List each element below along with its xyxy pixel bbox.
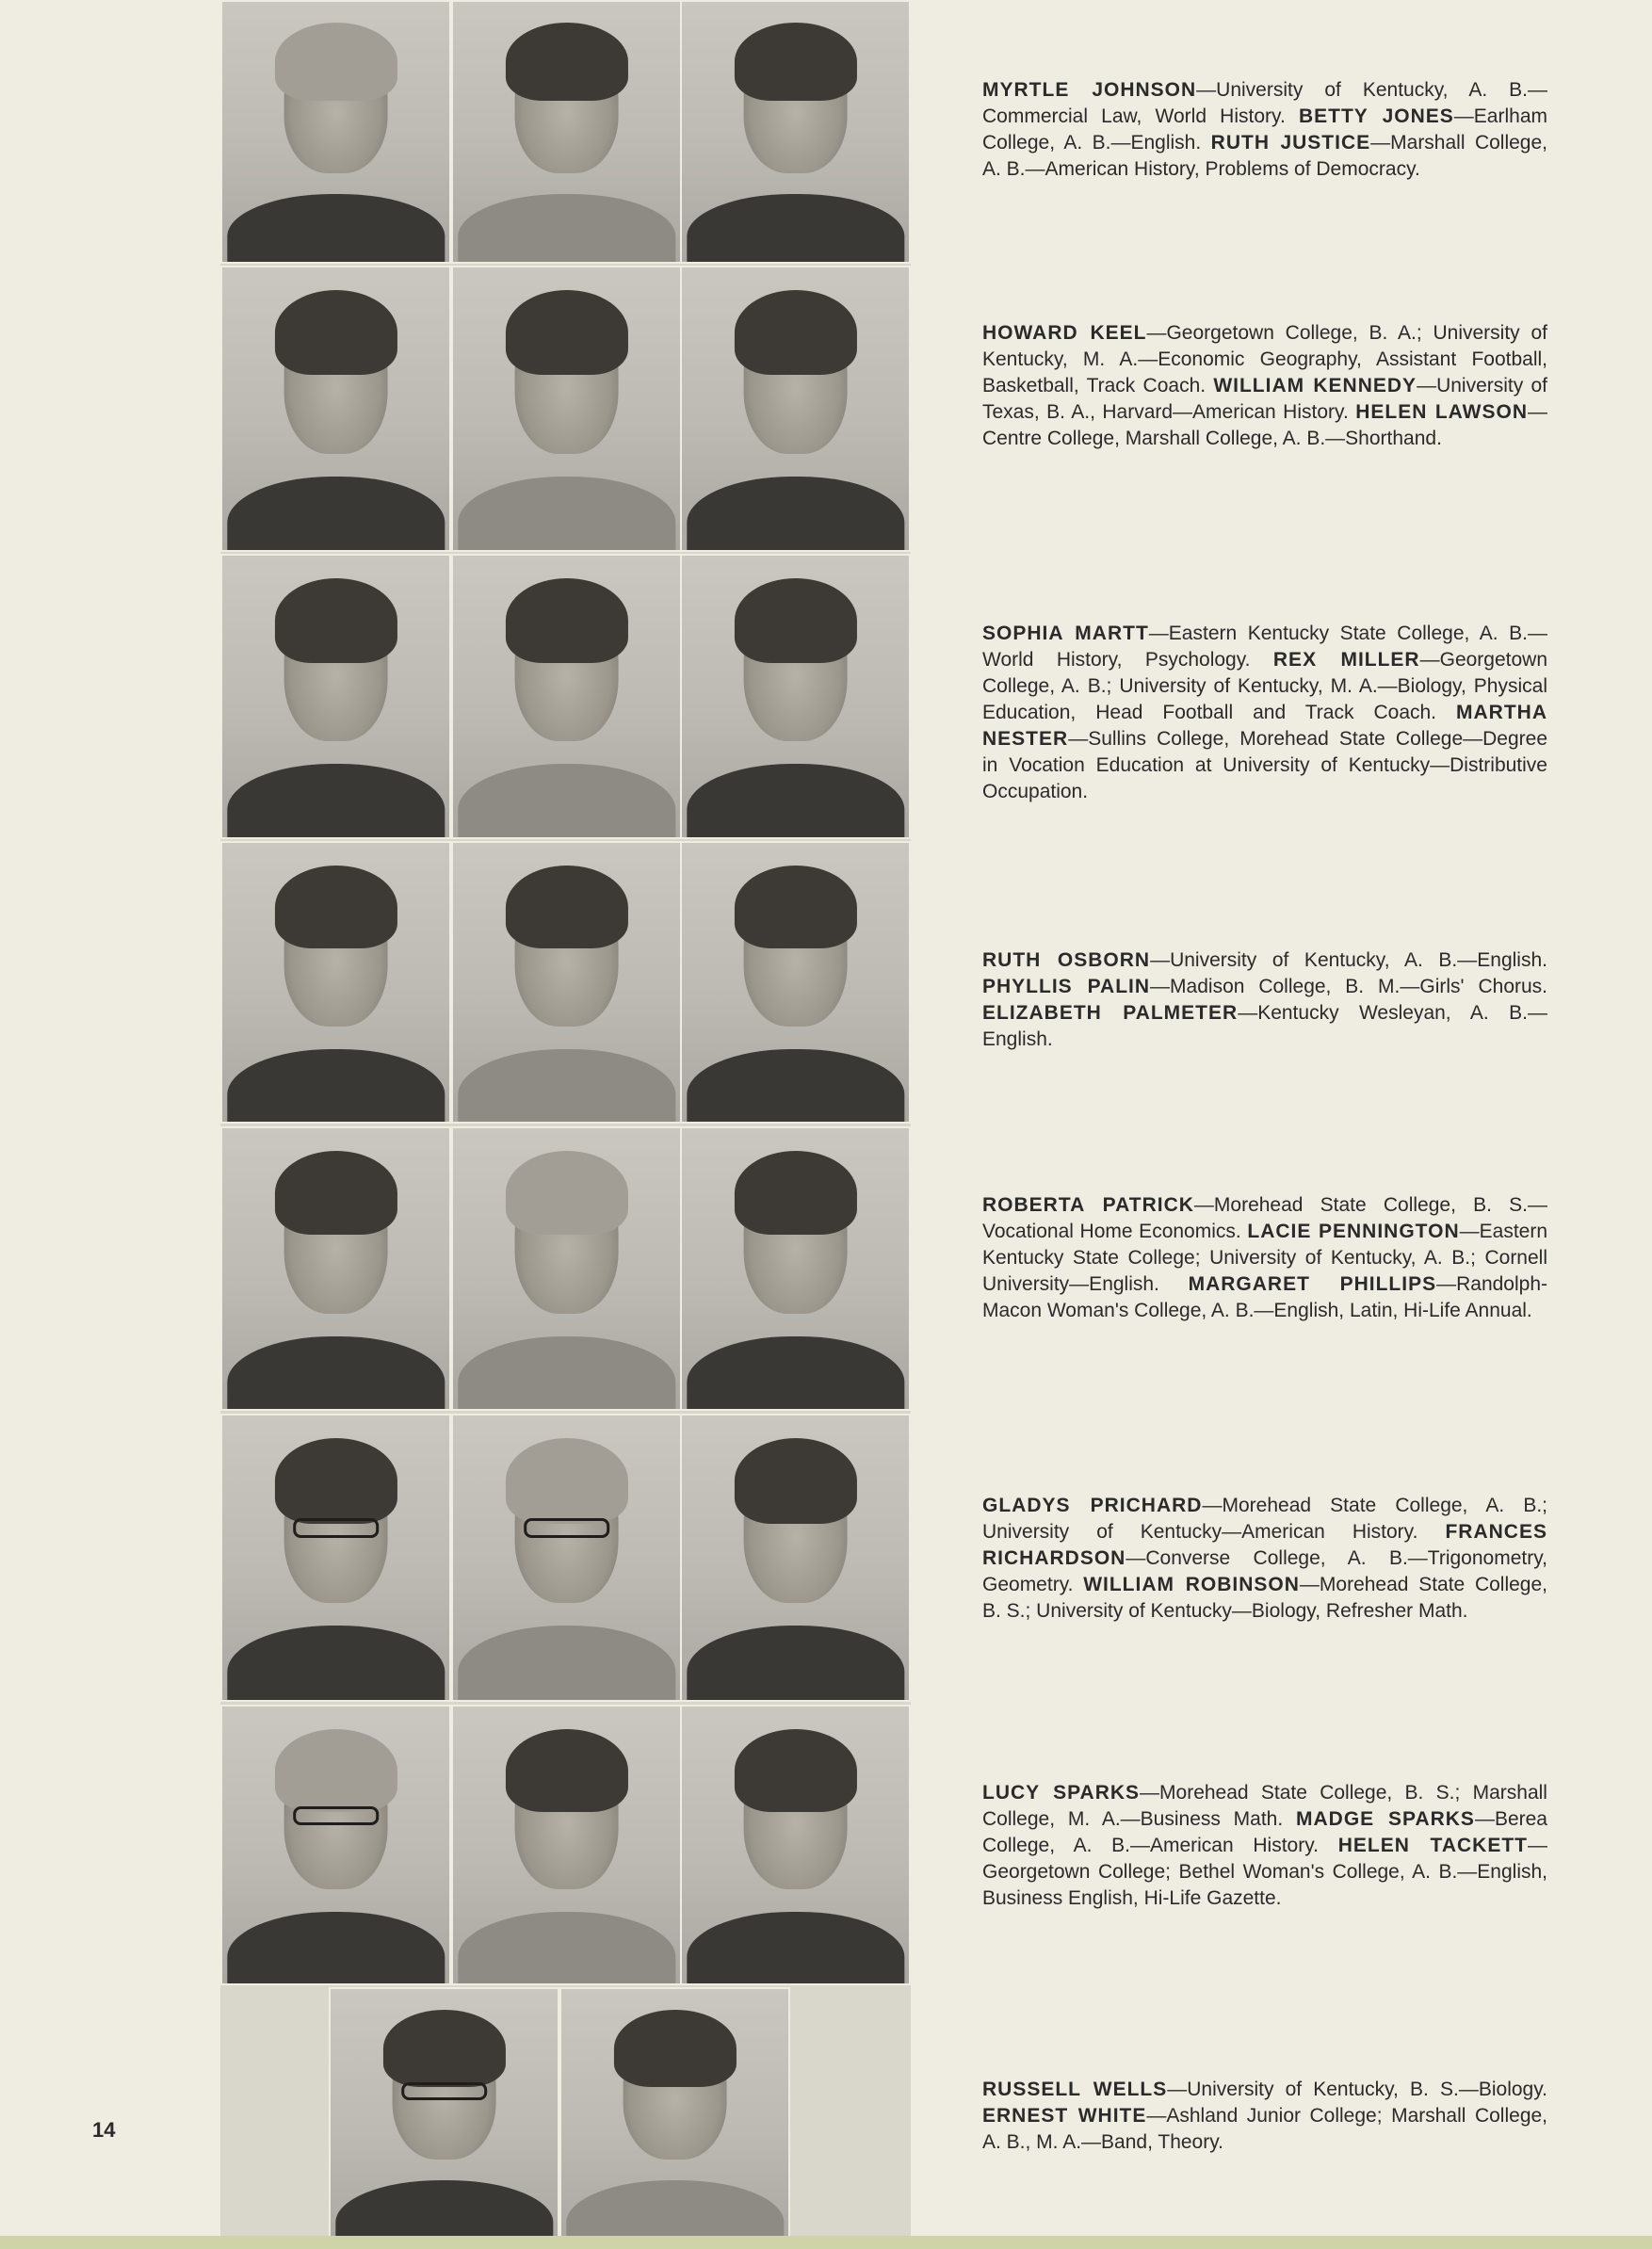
faculty-bio-paragraph — [982, 1493, 1547, 1625]
teacher-name: ROBERTA PATRICK — [982, 1194, 1194, 1216]
faculty-bio-paragraph — [982, 947, 1547, 1053]
teacher-name: BETTY JONES — [1298, 105, 1454, 127]
faculty-portrait — [451, 0, 682, 264]
teacher-name: HOWARD KEEL — [982, 322, 1147, 344]
faculty-bio-paragraph — [982, 2077, 1547, 2156]
teacher-name: WILLIAM ROBINSON — [1083, 1574, 1300, 1595]
faculty-portrait — [220, 554, 451, 839]
faculty-portrait — [220, 841, 451, 1124]
faculty-portrait — [220, 1126, 451, 1411]
faculty-bio-paragraph — [982, 77, 1547, 183]
teacher-name: MYRTLE JOHNSON — [982, 79, 1197, 101]
photo-row — [220, 1126, 911, 1411]
teacher-name: GLADYS PRICHARD — [982, 1495, 1203, 1516]
teacher-name: SOPHIA MARTT — [982, 623, 1149, 644]
faculty-photo-column — [220, 0, 911, 2249]
teacher-credentials: —Eastern Kentucky State College; University of Kentucky, A. B.; Cornell University—English. — [982, 1221, 1548, 1295]
teacher-name: RUSSELL WELLS — [982, 2079, 1168, 2100]
photo-row — [220, 554, 911, 839]
teacher-credentials: —Earlham College, A. B.—English. — [982, 105, 1547, 154]
teacher-name: FRANCES RICHARDSON — [982, 1521, 1547, 1569]
faculty-portrait — [680, 266, 911, 552]
faculty-portrait — [220, 1414, 451, 1702]
teacher-name: MADGE SPARKS — [1296, 1808, 1475, 1830]
faculty-portrait — [451, 266, 682, 552]
faculty-bio-paragraph — [982, 320, 1547, 452]
teacher-name: HELEN TACKETT — [1337, 1835, 1528, 1856]
faculty-portrait — [451, 841, 682, 1124]
faculty-portrait — [451, 1705, 682, 1985]
teacher-credentials: —Georgetown College; Bethel Woman's College, A. B.—English, Business English, Hi-Life Gazette. — [982, 1835, 1547, 1909]
teacher-name: LACIE PENNINGTON — [1247, 1221, 1460, 1242]
teacher-credentials: —Sullins College, Morehead State College—Degree in Vocation Education at University of Kentucky—Distributive Occupation. — [982, 728, 1547, 802]
teacher-name: RUTH OSBORN — [982, 949, 1151, 971]
teacher-name: WILLIAM KENNEDY — [1213, 375, 1417, 396]
faculty-portrait — [220, 0, 451, 264]
teacher-name: RUTH JUSTICE — [1210, 132, 1371, 154]
photo-row — [220, 1414, 911, 1702]
photo-row — [220, 841, 911, 1124]
faculty-portrait — [559, 1987, 790, 2249]
teacher-name: ERNEST WHITE — [982, 2105, 1147, 2127]
faculty-portrait — [220, 266, 451, 552]
faculty-portrait — [451, 1414, 682, 1702]
faculty-portrait — [451, 1126, 682, 1411]
teacher-name: MARGARET PHILLIPS — [1188, 1273, 1437, 1295]
teacher-name: HELEN LAWSON — [1355, 401, 1529, 423]
faculty-portrait — [680, 841, 911, 1124]
photo-row — [220, 1705, 911, 1985]
teacher-credentials: —Ashland Junior College; Marshall College, A. B., M. A.—Band, Theory. — [982, 2105, 1548, 2153]
faculty-bio-paragraph — [982, 1192, 1547, 1324]
faculty-portrait — [680, 0, 911, 264]
teacher-name: PHYLLIS PALIN — [982, 976, 1151, 997]
teacher-credentials: —Madison College, B. M.—Girls' Chorus. — [1150, 976, 1548, 997]
teacher-credentials: —Morehead State College, A. B.; University of Kentucky—American History. — [982, 1495, 1547, 1543]
page-number: 14 — [92, 2118, 116, 2142]
photo-row — [220, 266, 911, 552]
teacher-credentials: —Morehead State College, B. S.; Marshall College, M. A.—Business Math. — [982, 1782, 1547, 1830]
faculty-portrait — [220, 1705, 451, 1985]
faculty-portrait — [680, 1414, 911, 1702]
teacher-credentials: —University of Kentucky, A. B.—English. — [1150, 949, 1547, 971]
teacher-name: LUCY SPARKS — [982, 1782, 1141, 1804]
faculty-bio-paragraph — [982, 1780, 1547, 1912]
teacher-credentials: —Converse College, A. B.—Trigonometry, Geometry. — [982, 1547, 1547, 1595]
faculty-portrait — [451, 554, 682, 839]
faculty-portrait — [680, 554, 911, 839]
teacher-credentials: —Georgetown College, B. A.; University of Kentucky, M. A.—Economic Geography, Assistant Football, Basketball, Track Coach. — [982, 322, 1547, 396]
teacher-name: REX MILLER — [1272, 649, 1420, 671]
faculty-portrait — [680, 1126, 911, 1411]
photo-row — [220, 0, 911, 264]
faculty-portrait — [680, 1705, 911, 1985]
teacher-credentials: —Georgetown College, A. B.; University of Kentucky, M. A.—Biology, Physical Education, Head Football and Track Coach. — [982, 649, 1548, 723]
page-edge-strip — [0, 2236, 1652, 2249]
teacher-credentials: —Eastern Kentucky State College, A. B.—World History, Psychology. — [982, 623, 1547, 671]
faculty-portrait — [329, 1987, 559, 2249]
teacher-credentials: —Marshall College, A. B.—American History, Problems of Democracy. — [982, 132, 1547, 180]
teacher-credentials: —Randolph-Macon Woman's College, A. B.—English, Latin, Hi-Life Annual. — [982, 1273, 1547, 1321]
teacher-credentials: —Berea College, A. B.—American History. — [982, 1808, 1547, 1856]
teacher-credentials: —University of Kentucky, A. B.—Commercial Law, World History. — [982, 79, 1547, 127]
teacher-credentials: —Kentucky Wesleyan, A. B.—English. — [982, 1002, 1547, 1050]
faculty-bio-paragraph — [982, 621, 1547, 805]
teacher-credentials: —University of Kentucky, B. S.—Biology. — [1167, 2079, 1548, 2100]
teacher-credentials: —Morehead State College, B. S.; University of Kentucky—Biology, Refresher Math. — [982, 1574, 1547, 1622]
photo-row — [220, 1987, 911, 2249]
teacher-name: MARTHA NESTER — [982, 702, 1547, 750]
teacher-credentials: —University of Texas, B. A., Harvard—American History. — [982, 375, 1547, 423]
teacher-credentials: —Centre College, Marshall College, A. B.—Shorthand. — [982, 401, 1548, 449]
teacher-name: ELIZABETH PALMETER — [982, 1002, 1239, 1024]
teacher-credentials: —Morehead State College, B. S.—Vocational Home Economics. — [982, 1194, 1547, 1242]
